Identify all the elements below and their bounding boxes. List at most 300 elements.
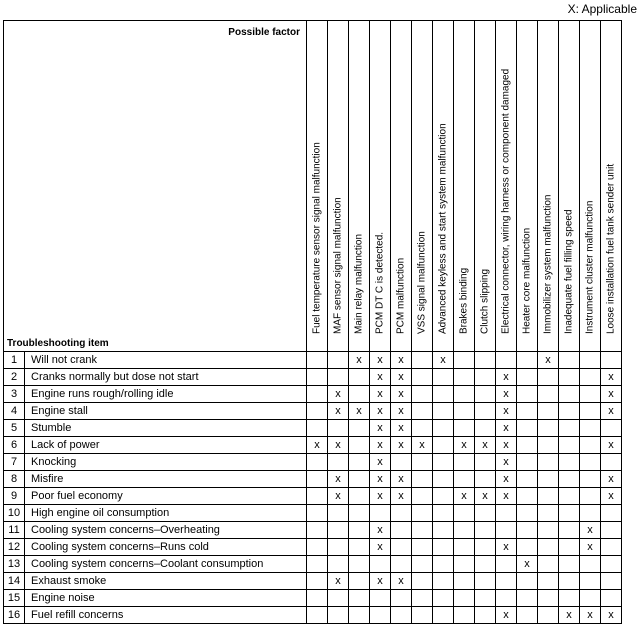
- applicability-cell: [559, 369, 580, 386]
- applicability-cell: [412, 607, 433, 624]
- applicability-cell: [538, 471, 559, 488]
- applicability-cell: [454, 471, 475, 488]
- applicability-cell: [454, 369, 475, 386]
- factor-label: PCM malfunction: [395, 257, 407, 334]
- applicable-mark: x: [412, 437, 433, 454]
- applicability-cell: [538, 590, 559, 607]
- applicability-cell: [517, 437, 538, 454]
- factor-header: [580, 21, 601, 352]
- applicability-cell: [349, 505, 370, 522]
- applicable-mark: x: [370, 369, 391, 386]
- applicable-mark: x: [370, 488, 391, 505]
- row-number: 3: [4, 386, 25, 403]
- applicability-cell: [412, 505, 433, 522]
- applicability-cell: [559, 420, 580, 437]
- applicable-mark: x: [475, 437, 496, 454]
- applicable-mark: x: [496, 488, 517, 505]
- applicability-cell: [601, 352, 622, 369]
- applicability-cell: [349, 454, 370, 471]
- applicability-cell: [538, 454, 559, 471]
- troubleshooting-item: Engine runs rough/rolling idle: [25, 386, 307, 403]
- troubleshooting-item: Cooling system concerns–Overheating: [25, 522, 307, 539]
- applicability-cell: [517, 352, 538, 369]
- factor-header: [538, 21, 559, 352]
- applicable-mark: x: [601, 471, 622, 488]
- applicability-cell: [433, 488, 454, 505]
- troubleshooting-item: High engine oil consumption: [25, 505, 307, 522]
- factor-label: Loose installation fuel tank sender unit: [605, 163, 617, 334]
- applicability-cell: [328, 454, 349, 471]
- applicability-cell: [349, 386, 370, 403]
- applicability-cell: [328, 556, 349, 573]
- applicability-cell: [349, 369, 370, 386]
- applicable-mark: x: [496, 454, 517, 471]
- troubleshooting-item: Misfire: [25, 471, 307, 488]
- applicability-cell: [307, 471, 328, 488]
- troubleshooting-item: Poor fuel economy: [25, 488, 307, 505]
- table-row: [4, 437, 622, 454]
- applicable-mark: x: [391, 352, 412, 369]
- applicability-cell: [349, 437, 370, 454]
- applicable-mark: x: [328, 488, 349, 505]
- applicability-cell: [307, 556, 328, 573]
- row-number: 10: [4, 505, 25, 522]
- applicability-cell: [580, 471, 601, 488]
- applicable-mark: x: [391, 488, 412, 505]
- troubleshooting-item: Knocking: [25, 454, 307, 471]
- applicability-cell: [433, 403, 454, 420]
- factor-header: [307, 21, 328, 352]
- row-number: 9: [4, 488, 25, 505]
- factor-header: [328, 21, 349, 352]
- applicability-cell: [349, 471, 370, 488]
- applicability-cell: [559, 471, 580, 488]
- row-number: 4: [4, 403, 25, 420]
- applicability-cell: [580, 437, 601, 454]
- applicable-mark: x: [391, 369, 412, 386]
- troubleshooting-item: Cooling system concerns–Runs cold: [25, 539, 307, 556]
- row-number: 7: [4, 454, 25, 471]
- applicability-cell: [559, 573, 580, 590]
- applicability-cell: [475, 522, 496, 539]
- applicability-cell: [454, 505, 475, 522]
- applicability-cell: [538, 607, 559, 624]
- applicability-cell: [454, 556, 475, 573]
- applicable-mark: x: [328, 403, 349, 420]
- factor-header: [412, 21, 433, 352]
- applicability-cell: [349, 539, 370, 556]
- applicable-mark: x: [370, 471, 391, 488]
- applicable-mark: x: [391, 437, 412, 454]
- applicable-mark: x: [580, 607, 601, 624]
- table-body: [4, 352, 622, 624]
- applicability-cell: [580, 505, 601, 522]
- applicability-cell: [349, 590, 370, 607]
- applicability-cell: [433, 471, 454, 488]
- applicability-cell: [328, 420, 349, 437]
- factor-label: Clutch slipping: [479, 268, 491, 334]
- applicability-cell: [454, 590, 475, 607]
- applicability-cell: [412, 403, 433, 420]
- troubleshooting-item-label: Troubleshooting item: [7, 338, 109, 349]
- applicable-mark: x: [601, 607, 622, 624]
- applicable-mark: x: [517, 556, 538, 573]
- applicable-mark: x: [433, 352, 454, 369]
- applicability-cell: [454, 522, 475, 539]
- applicability-cell: [433, 369, 454, 386]
- table-row: [4, 471, 622, 488]
- factor-label: Main relay malfunction: [353, 233, 365, 334]
- applicability-cell: [601, 556, 622, 573]
- applicability-cell: [454, 454, 475, 471]
- applicability-cell: [454, 420, 475, 437]
- applicability-cell: [538, 573, 559, 590]
- applicability-cell: [475, 352, 496, 369]
- applicability-cell: [601, 539, 622, 556]
- row-number: 12: [4, 539, 25, 556]
- factor-label: Immobilizer system malfunction: [542, 194, 554, 334]
- applicability-cell: [412, 522, 433, 539]
- applicability-cell: [538, 556, 559, 573]
- applicability-cell: [601, 454, 622, 471]
- applicable-mark: x: [391, 573, 412, 590]
- applicability-cell: [391, 522, 412, 539]
- applicability-cell: [559, 352, 580, 369]
- applicability-cell: [412, 454, 433, 471]
- factor-header: [496, 21, 517, 352]
- row-number: 15: [4, 590, 25, 607]
- applicability-cell: [601, 505, 622, 522]
- applicability-cell: [328, 522, 349, 539]
- applicable-mark: x: [580, 522, 601, 539]
- applicable-mark: x: [496, 403, 517, 420]
- troubleshooting-table: [3, 20, 622, 624]
- applicable-mark: x: [370, 573, 391, 590]
- troubleshooting-item: Stumble: [25, 420, 307, 437]
- row-number: 1: [4, 352, 25, 369]
- applicability-cell: [412, 590, 433, 607]
- applicable-mark: x: [328, 471, 349, 488]
- factor-label: Instrument cluster malfunction: [584, 200, 596, 334]
- applicability-cell: [454, 403, 475, 420]
- applicability-cell: [412, 420, 433, 437]
- troubleshooting-item: Engine noise: [25, 590, 307, 607]
- corner-header: [4, 21, 307, 352]
- applicability-cell: [475, 471, 496, 488]
- factor-header: [475, 21, 496, 352]
- applicability-cell: [580, 420, 601, 437]
- applicability-cell: [433, 522, 454, 539]
- applicability-cell: [307, 420, 328, 437]
- applicability-cell: [580, 369, 601, 386]
- applicability-cell: [328, 539, 349, 556]
- table-row: [4, 488, 622, 505]
- troubleshooting-item: Fuel refill concerns: [25, 607, 307, 624]
- applicability-cell: [433, 607, 454, 624]
- factor-header: [349, 21, 370, 352]
- applicability-cell: [538, 437, 559, 454]
- applicable-mark: x: [601, 369, 622, 386]
- applicability-cell: [538, 522, 559, 539]
- applicability-cell: [349, 607, 370, 624]
- applicability-cell: [559, 590, 580, 607]
- factor-label: MAF sensor signal malfunction: [332, 197, 344, 334]
- applicability-cell: [538, 505, 559, 522]
- factor-label: VSS signal malfunction: [416, 231, 428, 334]
- applicability-cell: [454, 573, 475, 590]
- applicability-cell: [307, 539, 328, 556]
- applicable-mark: x: [538, 352, 559, 369]
- applicability-cell: [559, 437, 580, 454]
- applicable-mark: x: [580, 539, 601, 556]
- applicability-cell: [496, 590, 517, 607]
- table-row: [4, 556, 622, 573]
- applicable-mark: x: [391, 403, 412, 420]
- applicable-mark: x: [370, 454, 391, 471]
- applicability-cell: [433, 420, 454, 437]
- table-row: [4, 454, 622, 471]
- factor-header: [454, 21, 475, 352]
- applicability-cell: [433, 505, 454, 522]
- applicability-cell: [559, 386, 580, 403]
- applicability-cell: [412, 556, 433, 573]
- applicability-cell: [559, 403, 580, 420]
- applicability-cell: [307, 454, 328, 471]
- applicability-cell: [307, 505, 328, 522]
- applicable-mark: x: [601, 386, 622, 403]
- applicability-cell: [517, 386, 538, 403]
- applicability-cell: [538, 403, 559, 420]
- applicability-cell: [412, 471, 433, 488]
- applicability-cell: [538, 488, 559, 505]
- applicability-cell: [307, 488, 328, 505]
- applicability-cell: [307, 352, 328, 369]
- applicability-cell: [496, 556, 517, 573]
- applicability-cell: [328, 352, 349, 369]
- troubleshooting-item: Will not crank: [25, 352, 307, 369]
- applicability-cell: [412, 488, 433, 505]
- applicable-mark: x: [370, 386, 391, 403]
- factor-label: Electrical connector, wiring harness or component damaged: [500, 68, 512, 334]
- applicable-mark: x: [475, 488, 496, 505]
- applicability-cell: [370, 590, 391, 607]
- applicable-mark: x: [454, 437, 475, 454]
- row-number: 11: [4, 522, 25, 539]
- applicability-cell: [433, 539, 454, 556]
- applicability-cell: [475, 454, 496, 471]
- factor-header: [601, 21, 622, 352]
- factor-label: Heater core malfunction: [521, 227, 533, 334]
- applicable-mark: x: [496, 539, 517, 556]
- possible-factor-label: Possible factor: [228, 27, 300, 38]
- applicability-cell: [580, 556, 601, 573]
- applicability-cell: [559, 539, 580, 556]
- applicability-cell: [475, 539, 496, 556]
- applicability-cell: [517, 505, 538, 522]
- applicability-cell: [475, 403, 496, 420]
- applicability-cell: [475, 573, 496, 590]
- applicability-cell: [433, 437, 454, 454]
- applicability-cell: [559, 522, 580, 539]
- applicability-cell: [349, 488, 370, 505]
- factor-label: Advanced keyless and start system malfunction: [437, 123, 449, 334]
- applicability-cell: [349, 420, 370, 437]
- troubleshooting-item: Cooling system concerns–Coolant consumption: [25, 556, 307, 573]
- applicable-mark: x: [454, 488, 475, 505]
- applicability-cell: [496, 573, 517, 590]
- applicability-cell: [559, 454, 580, 471]
- applicability-cell: [517, 573, 538, 590]
- applicability-cell: [517, 522, 538, 539]
- applicability-cell: [391, 539, 412, 556]
- applicability-cell: [370, 607, 391, 624]
- factor-header: [391, 21, 412, 352]
- applicability-cell: [475, 369, 496, 386]
- applicability-cell: [307, 590, 328, 607]
- factor-header: [559, 21, 580, 352]
- row-number: 5: [4, 420, 25, 437]
- applicability-cell: [454, 352, 475, 369]
- row-number: 2: [4, 369, 25, 386]
- applicability-cell: [580, 573, 601, 590]
- factor-label: Fuel temperature sensor signal malfunction: [311, 142, 323, 334]
- applicable-mark: x: [328, 573, 349, 590]
- factor-header: [517, 21, 538, 352]
- table-row: [4, 505, 622, 522]
- table-row: [4, 369, 622, 386]
- applicability-cell: [475, 505, 496, 522]
- applicability-cell: [370, 505, 391, 522]
- applicability-cell: [517, 471, 538, 488]
- applicability-cell: [307, 573, 328, 590]
- applicable-mark: x: [601, 403, 622, 420]
- applicability-cell: [349, 556, 370, 573]
- applicability-cell: [349, 573, 370, 590]
- applicability-cell: [475, 590, 496, 607]
- applicable-mark: x: [370, 522, 391, 539]
- applicability-cell: [580, 488, 601, 505]
- applicable-mark: x: [370, 403, 391, 420]
- applicability-cell: [580, 403, 601, 420]
- applicability-cell: [601, 522, 622, 539]
- applicability-cell: [601, 573, 622, 590]
- applicability-cell: [475, 420, 496, 437]
- applicability-cell: [559, 556, 580, 573]
- applicability-cell: [580, 454, 601, 471]
- applicability-cell: [517, 539, 538, 556]
- applicability-cell: [517, 454, 538, 471]
- applicability-cell: [412, 573, 433, 590]
- applicability-cell: [307, 522, 328, 539]
- applicability-cell: [370, 556, 391, 573]
- applicability-cell: [496, 522, 517, 539]
- applicability-cell: [538, 420, 559, 437]
- applicability-cell: [517, 607, 538, 624]
- factor-label: PCM DT C is detected.: [374, 231, 386, 334]
- applicability-cell: [412, 352, 433, 369]
- factor-header: [370, 21, 391, 352]
- applicable-mark: x: [496, 420, 517, 437]
- applicability-cell: [559, 488, 580, 505]
- applicability-cell: [517, 590, 538, 607]
- applicable-mark: x: [328, 437, 349, 454]
- applicability-cell: [454, 539, 475, 556]
- applicable-mark: x: [601, 437, 622, 454]
- applicability-cell: [496, 505, 517, 522]
- table-row: [4, 573, 622, 590]
- applicability-cell: [580, 386, 601, 403]
- table-row: [4, 607, 622, 624]
- applicability-cell: [475, 607, 496, 624]
- table-row: [4, 539, 622, 556]
- applicability-cell: [517, 369, 538, 386]
- applicable-mark: x: [496, 386, 517, 403]
- applicable-mark: x: [349, 403, 370, 420]
- applicable-mark: x: [370, 420, 391, 437]
- applicability-cell: [307, 369, 328, 386]
- applicability-cell: [328, 505, 349, 522]
- applicability-cell: [580, 590, 601, 607]
- troubleshooting-item: Exhaust smoke: [25, 573, 307, 590]
- legend-text: X: Applicable: [567, 2, 637, 16]
- applicability-cell: [433, 573, 454, 590]
- applicability-cell: [391, 590, 412, 607]
- applicability-cell: [433, 454, 454, 471]
- applicable-mark: x: [349, 352, 370, 369]
- applicability-cell: [433, 386, 454, 403]
- row-number: 13: [4, 556, 25, 573]
- row-number: 16: [4, 607, 25, 624]
- applicability-cell: [538, 386, 559, 403]
- row-number: 6: [4, 437, 25, 454]
- applicability-cell: [391, 556, 412, 573]
- applicable-mark: x: [496, 607, 517, 624]
- applicability-cell: [475, 556, 496, 573]
- applicability-cell: [601, 420, 622, 437]
- applicable-mark: x: [496, 437, 517, 454]
- troubleshooting-item: Lack of power: [25, 437, 307, 454]
- applicability-cell: [454, 386, 475, 403]
- applicable-mark: x: [370, 352, 391, 369]
- applicability-cell: [412, 369, 433, 386]
- applicable-mark: x: [328, 386, 349, 403]
- applicability-cell: [307, 607, 328, 624]
- applicability-cell: [307, 386, 328, 403]
- table-row: [4, 420, 622, 437]
- applicable-mark: x: [370, 539, 391, 556]
- row-number: 14: [4, 573, 25, 590]
- applicability-cell: [391, 454, 412, 471]
- applicability-cell: [412, 386, 433, 403]
- applicable-mark: x: [601, 488, 622, 505]
- applicable-mark: x: [496, 471, 517, 488]
- applicability-cell: [538, 539, 559, 556]
- applicability-cell: [328, 369, 349, 386]
- applicable-mark: x: [370, 437, 391, 454]
- table-row: [4, 386, 622, 403]
- applicability-cell: [454, 607, 475, 624]
- applicability-cell: [391, 505, 412, 522]
- factor-label: Brakes binding: [458, 267, 470, 334]
- applicability-cell: [328, 607, 349, 624]
- applicability-cell: [580, 352, 601, 369]
- table-row: [4, 352, 622, 369]
- applicability-cell: [328, 590, 349, 607]
- applicable-mark: x: [307, 437, 328, 454]
- applicability-cell: [412, 539, 433, 556]
- table-row: [4, 403, 622, 420]
- applicability-cell: [475, 386, 496, 403]
